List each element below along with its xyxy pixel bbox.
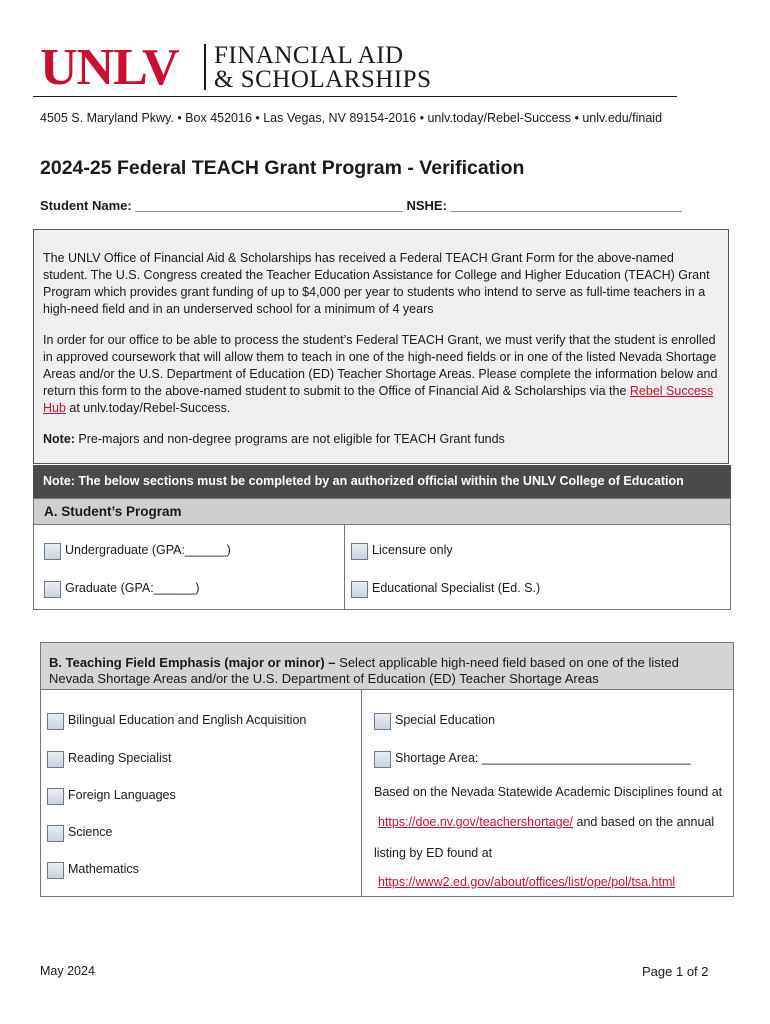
option-bilingual-education[interactable]	[47, 710, 306, 730]
intro-paragraph-2	[43, 332, 719, 417]
logo-wordmark: UNLV	[40, 39, 179, 96]
checkbox-graduate[interactable]	[44, 581, 61, 598]
option-label: Reading Specialist	[68, 751, 172, 765]
nevada-disciplines-text: Based on the Nevada Statewide Academic Disciplines found at	[374, 785, 723, 799]
option-label: Shortage Area: ______________________________	[395, 751, 691, 765]
section-b-heading-bold: B. Teaching Field Emphasis (major or minor) –	[49, 655, 336, 670]
doe-teacher-shortage-link[interactable]: https://doe.nv.gov/teachershortage/	[378, 815, 574, 829]
option-label: Mathematics	[68, 862, 139, 876]
section-b-heading	[40, 642, 734, 690]
option-label: Special Education	[395, 713, 496, 727]
student-name-nshe-line[interactable]: Student Name: _____________________________________ NSHE: ________________________________	[40, 198, 682, 213]
option-label: Undergraduate (GPA:______)	[65, 543, 231, 557]
checkbox-foreign-languages[interactable]	[47, 788, 64, 805]
option-label: Licensure only	[372, 543, 453, 557]
ed-listing-text: listing by ED found at	[374, 846, 493, 860]
option-mathematics[interactable]	[47, 859, 139, 879]
checkbox-shortage-area[interactable]	[374, 751, 391, 768]
option-label: Foreign Languages	[68, 788, 176, 802]
ed-link-line	[378, 875, 675, 889]
checkbox-undergraduate[interactable]	[44, 543, 61, 560]
checkbox-licensure-only[interactable]	[351, 543, 368, 560]
section-a-divider	[344, 525, 345, 610]
option-licensure-only[interactable]	[351, 540, 453, 560]
checkbox-bilingual-education[interactable]	[47, 713, 64, 730]
intro-paragraph-2-text: In order for our office to be able to process the student’s Federal TEACH Grant, we must verify that the student is enrolled in approved coursework that will allow them to teach in one of the high-need fields or in one of the listed Nevada Shortage Areas and/or the U.S. Department of Education (ED) Teacher Shortage Areas. Please complete the information below and return this form to the above-named student to submit to the Office of Financial Aid & Scholarships via the	[43, 333, 718, 398]
doe-link-line	[378, 815, 714, 829]
page-title: 2024-25 Federal TEACH Grant Program - Verification	[40, 157, 525, 179]
intro-box	[33, 229, 729, 464]
note-text: Pre-majors and non-degree programs are not eligible for TEACH Grant funds	[74, 432, 505, 446]
header-rule	[33, 96, 677, 97]
checkbox-special-education[interactable]	[374, 713, 391, 730]
footer-date: May 2024	[40, 964, 95, 978]
ed-tsa-link[interactable]: https://www2.ed.gov/about/offices/list/ope/pol/tsa.html	[378, 875, 676, 889]
option-educational-specialist[interactable]	[351, 578, 540, 598]
logo-divider	[204, 44, 206, 90]
option-label: Bilingual Education and English Acquisition	[68, 713, 307, 727]
option-graduate[interactable]	[44, 578, 200, 598]
option-special-education[interactable]	[374, 710, 495, 730]
authorized-official-note: Note: The below sections must be completed by an authorized official within the UNLV College of Education	[33, 465, 731, 498]
checkbox-science[interactable]	[47, 825, 64, 842]
address-line: 4505 S. Maryland Pkwy. • Box 452016 • Las Vegas, NV 89154-2016 • unlv.today/Rebel-Success • unlv.edu/finaid	[40, 111, 663, 125]
option-label: Educational Specialist (Ed. S.)	[372, 581, 541, 595]
option-undergraduate[interactable]	[44, 540, 231, 560]
checkbox-reading-specialist[interactable]	[47, 751, 64, 768]
footer-page-number: Page 1 of 2	[642, 964, 709, 979]
annual-text: and based on the annual	[573, 815, 715, 829]
intro-paragraph-1: The UNLV Office of Financial Aid & Scholarships has received a Federal TEACH Grant Form for the above-named student. The U.S. Congress created the Teacher Education Assistance for College and Higher Education (TEACH) Grant Program which provides grant funding of up to $4,000 per year to students who intend to serve as full-time teachers in a high-need field and in an underserved school for a minimum of 4 years	[43, 251, 710, 316]
rebel-success-hub-link[interactable]: Rebel Success Hub	[43, 384, 714, 415]
note-label: Note:	[43, 432, 75, 446]
option-label: Graduate (GPA:______)	[65, 581, 200, 595]
section-b-divider	[361, 690, 362, 897]
checkbox-educational-specialist[interactable]	[351, 581, 368, 598]
option-foreign-languages[interactable]	[47, 785, 176, 805]
section-b-heading-text: Select applicable high-need field based on one of the listed Nevada Shortage Areas and/or the U.S. Department of Education (ED) Teacher Shortage Areas	[49, 655, 679, 686]
option-shortage-area[interactable]	[374, 748, 690, 768]
checkbox-mathematics[interactable]	[47, 862, 64, 879]
logo-text-line2: & SCHOLARSHIPS	[214, 66, 432, 93]
intro-paragraph-2-tail: at unlv.today/Rebel-Success.	[65, 401, 231, 415]
logo-text-line1: FINANCIAL AID	[214, 42, 404, 69]
section-a-heading: A. Student’s Program	[33, 498, 731, 525]
option-science[interactable]	[47, 822, 112, 842]
intro-note	[43, 431, 719, 448]
option-label: Science	[68, 825, 113, 839]
option-reading-specialist[interactable]	[47, 748, 172, 768]
